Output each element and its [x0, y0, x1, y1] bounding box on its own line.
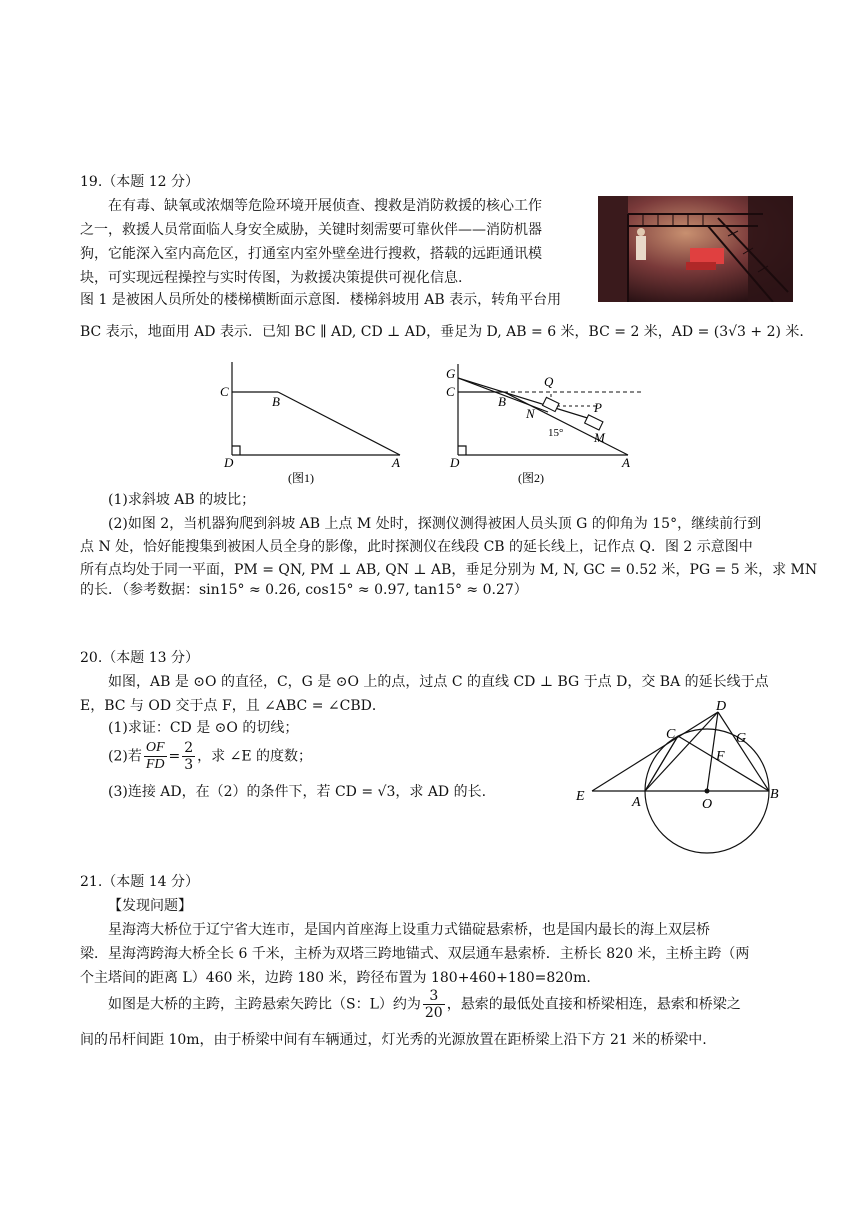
point-label-M: M	[594, 430, 605, 445]
q21-ratio-line	[108, 988, 741, 1021]
fraction-numerator: OF	[145, 740, 165, 755]
q19-paragraph-line: 狗，它能深入室内高危区，打通室内室外壁垒进行搜救，搭载的远距通讯模	[80, 246, 542, 262]
q21-line: 星海湾大桥位于辽宁省大连市，是国内首座海上设重力式锚碇悬索桥，也是国内最长的海上双层桥	[108, 922, 710, 938]
figure-2-caption: (图2)	[518, 471, 544, 485]
q20-sub1: (1)求证：CD 是 ⊙O 的切线；	[108, 720, 299, 736]
equals-sign: =	[168, 748, 181, 765]
q19-paragraph-line: 块，可实现远程操控与实时传图，为救援决策提供可视化信息.	[80, 270, 463, 286]
point-label-O: O	[702, 797, 713, 812]
fraction-of-fd	[144, 740, 167, 773]
q19-header: 19.（本题 12 分）	[80, 174, 199, 190]
q19-paragraph-line: 在有毒、缺氧或浓烟等危险环境开展侦查、搜救是消防救援的核心工作	[108, 198, 542, 214]
q19-sub2-line: 所有点均处于同一平面，PM = QN, PM ⊥ AB, QN ⊥ AB，垂足分别为 M, N, GC = 0.52 米，PG = 5 米，求 MN	[80, 562, 818, 578]
point-label-F: F	[716, 749, 725, 764]
point-label-G: G	[446, 366, 456, 381]
point-label-G: G	[736, 731, 747, 746]
q19-sub2-line: (2)如图 2，当机器狗爬到斜坡 AB 上点 M 处时，探测仪测得被困人员头顶 G 的仰角为 15°，继续前行到	[108, 516, 762, 532]
q19-given-line: BC 表示，地面用 AD 表示．已知 BC ∥ AD, CD ⊥ AD，垂足为 D, AB = 6 米，BC = 2 米，AD = (3√3 + 2) 米.	[80, 324, 804, 340]
q20-sub2-prefix: (2)若	[108, 748, 142, 765]
q19-paragraph-line: 之一，救援人员常面临人身安全威胁，关键时刻需要可靠伙伴——消防机器	[80, 222, 542, 238]
q19-paragraph-line: 图 1 是被困人员所处的楼梯横断面示意图．楼梯斜坡用 AB 表示，转角平台用	[80, 292, 562, 308]
q20-sub2	[108, 740, 312, 773]
q19-sub2-line: 点 N 处，恰好能搜集到被困人员全身的影像，此时探测仪在线段 CB 的延长线上，记作点 Q．图 2 示意图中	[80, 539, 753, 555]
point-label-C: C	[220, 384, 229, 399]
point-label-B: B	[272, 394, 280, 409]
q20-header: 20.（本题 13 分）	[80, 650, 199, 666]
circle-geometry-diagram	[570, 696, 790, 858]
point-label-D: D	[224, 455, 234, 470]
point-label-N: N	[526, 406, 535, 421]
figure-1-caption: (图1)	[288, 471, 314, 485]
q20-sub2-suffix: ，求 ∠E 的度数；	[197, 748, 313, 765]
point-label-Q: Q	[544, 374, 554, 389]
fraction-denominator: 3	[184, 757, 194, 773]
fraction-two-thirds	[182, 740, 195, 773]
point-label-B: B	[498, 394, 506, 409]
point-label-A: A	[632, 795, 641, 810]
point-label-B: B	[770, 787, 779, 802]
q20-line: 如图，AB 是 ⊙O 的直径，C，G 是 ⊙O 上的点，过点 C 的直线 CD ⊥ BG 于点 D，交 BA 的延长线于点	[108, 674, 769, 690]
point-label-C: C	[666, 727, 676, 742]
point-label-D: D	[450, 455, 460, 470]
q21-line: 梁．星海湾跨海大桥全长 6 千米，主桥为双塔三跨地锚式、双层通车悬索桥．主桥长 820 米，主桥主跨（两	[80, 946, 750, 962]
fraction-numerator: 3	[423, 988, 445, 1005]
point-label-C: C	[446, 384, 455, 399]
q19-sub1: (1)求斜坡 AB 的坡比；	[108, 492, 256, 508]
q21-line: 间的吊杆间距 10m，由于桥梁中间有车辆通过，灯光秀的光源放置在距桥梁上沿下方 21 米的桥梁中.	[80, 1032, 707, 1048]
q21-ratio-suffix: ，悬索的最低处直接和桥梁相连，悬索和桥梁之	[446, 996, 741, 1013]
q21-ratio-prefix: 如图是大桥的主跨，主跨悬索矢跨比（S：L）约为	[108, 996, 421, 1013]
figure-2-diagram	[436, 360, 646, 490]
q21-line: 个主塔间的距离 L）460 米，边跨 180 米，跨径布置为 180+460+180=820m.	[80, 970, 591, 986]
q21-header: 21.（本题 14 分）	[80, 874, 199, 890]
point-label-D: D	[716, 699, 727, 714]
fraction-numerator: 2	[184, 740, 194, 756]
q21-section-title: 【发现问题】	[108, 898, 192, 914]
point-label-P: P	[594, 400, 602, 415]
point-label-A: A	[392, 455, 400, 470]
staircase-photo	[598, 196, 793, 302]
fraction-denominator: 20	[424, 1005, 443, 1021]
fraction-3-20	[423, 988, 445, 1021]
point-label-A: A	[622, 455, 630, 470]
point-label-E: E	[576, 789, 585, 804]
fraction-denominator: FD	[145, 757, 165, 772]
q19-sub2-line: 的长．（参考数据：sin15° ≈ 0.26, cos15° ≈ 0.97, tan15° ≈ 0.27）	[80, 582, 528, 598]
angle-label-15: 15°	[548, 427, 564, 439]
figure-1-diagram	[210, 352, 410, 490]
q20-sub3: (3)连接 AD，在（2）的条件下，若 CD = √3，求 AD 的长.	[108, 784, 487, 800]
q20-line: E，BC 与 OD 交于点 F，且 ∠ABC = ∠CBD．	[80, 698, 386, 714]
